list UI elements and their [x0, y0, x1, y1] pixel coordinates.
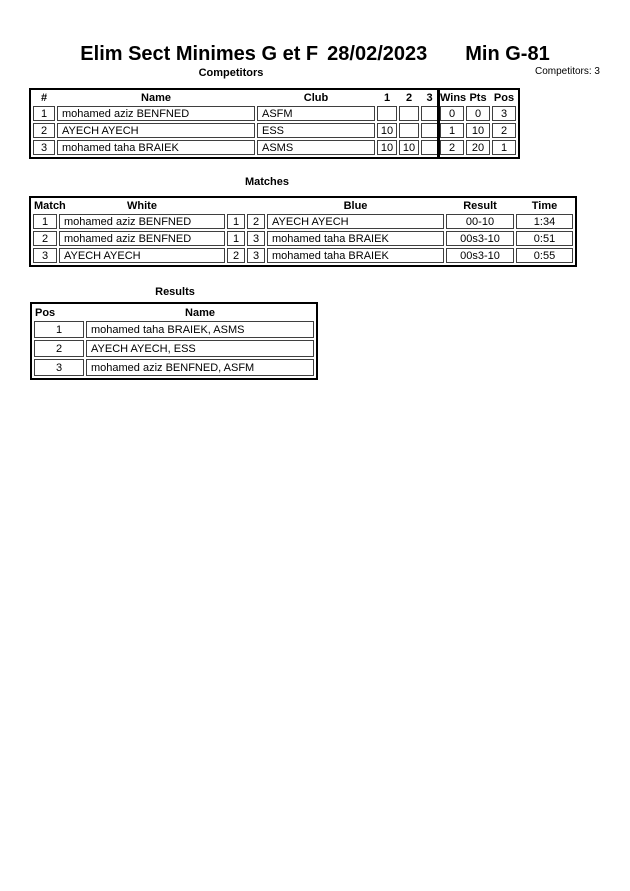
table-row — [33, 214, 573, 229]
cell-pos: 3 — [34, 359, 84, 376]
cell-white-number: 1 — [227, 214, 245, 229]
cell-num: 2 — [33, 123, 55, 138]
competitors-count: Competitors: 3 — [534, 66, 600, 77]
cell-white-number: 2 — [227, 248, 245, 263]
cell-wins: 0 — [440, 106, 464, 121]
col-header-name: Name — [185, 306, 215, 319]
cell-club: ASMS — [257, 140, 375, 155]
col-header-match: Match — [34, 200, 66, 212]
cell-round-2 — [399, 106, 419, 121]
table-row — [34, 359, 314, 376]
cell-result: 00s3-10 — [446, 248, 514, 263]
cell-name: mohamed aziz BENFNED, ASFM — [86, 359, 314, 376]
cell-name: mohamed taha BRAIEK — [57, 140, 255, 155]
results-table — [30, 302, 318, 380]
cell-name: mohamed aziz BENFNED — [57, 106, 255, 121]
page-title — [0, 43, 630, 66]
col-header-club: Club — [303, 92, 329, 104]
competitors-table-wrap — [29, 88, 520, 159]
matches-header-row — [33, 200, 573, 212]
table-row — [33, 231, 573, 246]
cell-pos: 2 — [492, 123, 516, 138]
cell-wins: 1 — [440, 123, 464, 138]
col-header-pts: Pts — [469, 92, 487, 104]
section-title-results: Results — [155, 286, 195, 298]
cell-blue-name: mohamed taha BRAIEK — [267, 248, 444, 263]
col-header-spacer — [247, 200, 265, 212]
wins-separator-line — [437, 88, 440, 159]
cell-pos: 1 — [34, 321, 84, 338]
competitors-table — [29, 88, 520, 159]
cell-time: 0:51 — [516, 231, 573, 246]
cell-pts: 0 — [466, 106, 490, 121]
table-row — [33, 140, 516, 155]
section-title-matches: Matches — [244, 176, 290, 188]
cell-club: ESS — [257, 123, 375, 138]
cell-name: mohamed taha BRAIEK, ASMS — [86, 321, 314, 338]
cell-pts: 20 — [466, 140, 490, 155]
table-row — [34, 340, 314, 357]
col-header-result: Result — [463, 200, 497, 212]
table-row — [33, 248, 573, 263]
results-table-wrap — [30, 302, 318, 380]
col-header-name: Name — [141, 92, 171, 104]
cell-white-name: mohamed aziz BENFNED — [59, 214, 225, 229]
cell-round-3 — [421, 123, 438, 138]
col-header-round-2: 2 — [405, 92, 413, 104]
col-header-pos: Pos — [493, 92, 515, 104]
cell-result: 00-10 — [446, 214, 514, 229]
cell-blue-name: mohamed taha BRAIEK — [267, 231, 444, 246]
cell-num: 3 — [33, 140, 55, 155]
col-header-spacer — [227, 200, 245, 212]
cell-pos: 2 — [34, 340, 84, 357]
col-header-round-3: 3 — [426, 92, 433, 104]
cell-name: AYECH AYECH — [57, 123, 255, 138]
title-category: Min G-81 — [465, 43, 550, 65]
cell-round-1 — [377, 106, 397, 121]
cell-round-3 — [421, 140, 438, 155]
cell-white-name: mohamed aziz BENFNED — [59, 231, 225, 246]
cell-round-2 — [399, 123, 419, 138]
col-header-blue: Blue — [343, 200, 368, 212]
col-header-num: # — [40, 92, 48, 104]
table-row — [33, 106, 516, 121]
col-header-white: White — [127, 200, 157, 212]
table-row — [34, 321, 314, 338]
cell-result: 00s3-10 — [446, 231, 514, 246]
title-event-name: Elim Sect Minimes G et F — [80, 43, 319, 65]
cell-blue-name: AYECH AYECH — [267, 214, 444, 229]
cell-blue-number: 3 — [247, 248, 265, 263]
cell-blue-number: 2 — [247, 214, 265, 229]
cell-match-num: 1 — [33, 214, 57, 229]
cell-match-num: 2 — [33, 231, 57, 246]
cell-white-name: AYECH AYECH — [59, 248, 225, 263]
cell-round-2: 10 — [399, 140, 419, 155]
cell-club: ASFM — [257, 106, 375, 121]
matches-table-wrap — [29, 196, 577, 267]
cell-num: 1 — [33, 106, 55, 121]
col-header-round-1: 1 — [383, 92, 391, 104]
table-row — [33, 123, 516, 138]
cell-name: AYECH AYECH, ESS — [86, 340, 314, 357]
cell-round-1: 10 — [377, 140, 397, 155]
cell-match-num: 3 — [33, 248, 57, 263]
cell-round-1: 10 — [377, 123, 397, 138]
col-header-wins: Wins — [440, 92, 467, 104]
col-header-pos: Pos — [35, 306, 56, 319]
cell-time: 0:55 — [516, 248, 573, 263]
section-title-competitors: Competitors — [198, 67, 264, 79]
col-header-time: Time — [531, 200, 558, 212]
cell-white-number: 1 — [227, 231, 245, 246]
matches-table — [29, 196, 577, 267]
cell-wins: 2 — [440, 140, 464, 155]
competitors-header-row — [33, 92, 516, 104]
cell-blue-number: 3 — [247, 231, 265, 246]
title-date: 28/02/2023 — [327, 43, 428, 65]
cell-pts: 10 — [466, 123, 490, 138]
cell-pos: 1 — [492, 140, 516, 155]
cell-pos: 3 — [492, 106, 516, 121]
cell-time: 1:34 — [516, 214, 573, 229]
results-header-row — [34, 306, 314, 319]
cell-round-3 — [421, 106, 438, 121]
